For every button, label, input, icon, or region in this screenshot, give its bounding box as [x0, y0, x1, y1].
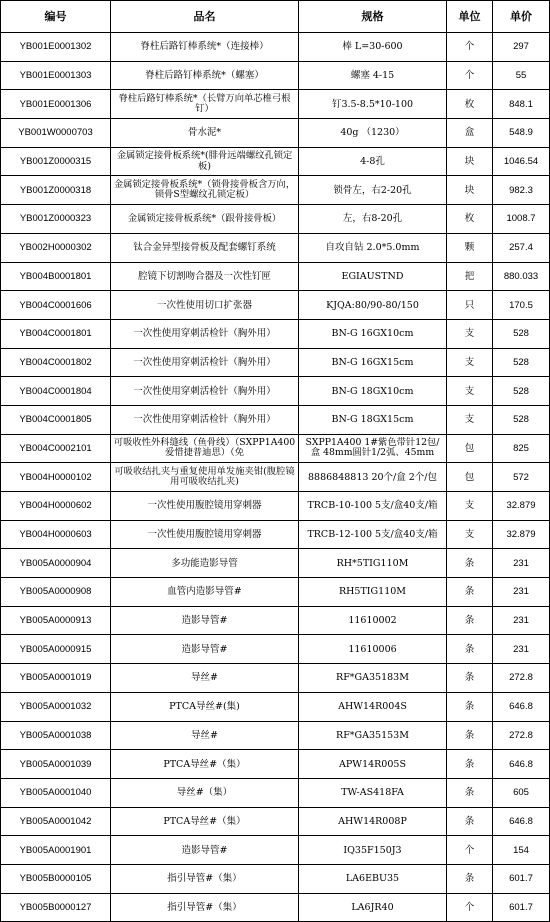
header-name: 品名 — [111, 1, 299, 33]
cell-name: 可吸收结扎夹与重复使用单发施夹钳(腹腔镜用可吸收结扎夹) — [111, 463, 299, 492]
table-row — [1, 549, 550, 578]
table-row — [1, 578, 550, 607]
cell-spec: 螺塞 4-15 — [299, 61, 447, 90]
cell-name: 可吸收性外科缝线（鱼骨线）（SXPP1A400 爱惜捷普迪思）（免 — [111, 434, 299, 463]
cell-spec: RH5TIG110M — [299, 578, 447, 607]
table-row — [1, 119, 550, 148]
table-row — [1, 33, 550, 62]
cell-name: 金属锁定接骨板系统*(腓骨远端螺纹孔锁定板) — [111, 147, 299, 176]
cell-name: 导丝#（集） — [111, 778, 299, 807]
cell-unit: 条 — [447, 721, 493, 750]
cell-name: PTCA导丝#（集） — [111, 750, 299, 779]
cell-price: 646.8 — [493, 807, 550, 836]
cell-unit: 条 — [447, 807, 493, 836]
table-row — [1, 492, 550, 521]
cell-price: 170.5 — [493, 291, 550, 320]
cell-unit: 条 — [447, 606, 493, 635]
cell-unit: 包 — [447, 463, 493, 492]
cell-code: YB005A0000915 — [1, 635, 111, 664]
cell-price: 601.7 — [493, 893, 550, 922]
cell-price: 257.4 — [493, 233, 550, 262]
header-spec: 规格 — [299, 1, 447, 33]
cell-unit: 块 — [447, 176, 493, 205]
cell-code: YB001E0001306 — [1, 90, 111, 119]
cell-code: YB004C0001805 — [1, 405, 111, 434]
cell-price: 1046.54 — [493, 147, 550, 176]
cell-spec: LA6EBU35 — [299, 864, 447, 893]
cell-code: YB005A0001019 — [1, 664, 111, 693]
cell-unit: 个 — [447, 61, 493, 90]
cell-unit: 个 — [447, 893, 493, 922]
table-row — [1, 463, 550, 492]
cell-unit: 块 — [447, 147, 493, 176]
cell-unit: 把 — [447, 262, 493, 291]
cell-name: 多功能造影导管 — [111, 549, 299, 578]
table-row — [1, 520, 550, 549]
table-row — [1, 176, 550, 205]
table-row — [1, 635, 550, 664]
cell-unit: 条 — [447, 664, 493, 693]
cell-price: 528 — [493, 377, 550, 406]
cell-name: 脊柱后路钉棒系统*（螺塞） — [111, 61, 299, 90]
table-row — [1, 262, 550, 291]
table-row — [1, 405, 550, 434]
cell-code: YB005A0000908 — [1, 578, 111, 607]
cell-price: 1008.7 — [493, 205, 550, 234]
cell-price: 272.8 — [493, 664, 550, 693]
cell-code: YB001E0001302 — [1, 33, 111, 62]
header-row — [1, 1, 550, 33]
cell-spec: 锁骨左，右2-20孔 — [299, 176, 447, 205]
cell-price: 231 — [493, 549, 550, 578]
cell-code: YB001W0000703 — [1, 119, 111, 148]
table-row — [1, 692, 550, 721]
cell-spec: 4-8孔 — [299, 147, 447, 176]
cell-spec: AHW14R004S — [299, 692, 447, 721]
cell-code: YB001Z0000318 — [1, 176, 111, 205]
cell-price: 32.879 — [493, 492, 550, 521]
cell-unit: 个 — [447, 33, 493, 62]
cell-unit: 条 — [447, 578, 493, 607]
table-row — [1, 664, 550, 693]
cell-unit: 条 — [447, 778, 493, 807]
cell-spec: LA6JR40 — [299, 893, 447, 922]
cell-unit: 枚 — [447, 205, 493, 234]
cell-spec: BN-G 18GX10cm — [299, 377, 447, 406]
table-row — [1, 750, 550, 779]
cell-spec: 11610002 — [299, 606, 447, 635]
cell-price: 848.1 — [493, 90, 550, 119]
cell-name: 一次性使用穿刺活检针（胸外用） — [111, 377, 299, 406]
cell-spec: 8886848813 20个/盒 2个/包 — [299, 463, 447, 492]
header-unit: 单位 — [447, 1, 493, 33]
header-price: 单价 — [493, 1, 550, 33]
cell-unit: 条 — [447, 692, 493, 721]
cell-code: YB002H0000302 — [1, 233, 111, 262]
cell-price: 528 — [493, 319, 550, 348]
cell-code: YB004C0001802 — [1, 348, 111, 377]
cell-price: 272.8 — [493, 721, 550, 750]
cell-spec: TRCB-12-100 5支/盒40支/箱 — [299, 520, 447, 549]
cell-name: 指引导管#（集） — [111, 864, 299, 893]
cell-code: YB005A0001040 — [1, 778, 111, 807]
table-row — [1, 807, 550, 836]
cell-spec: RF*GA35183M — [299, 664, 447, 693]
cell-code: YB001E0001303 — [1, 61, 111, 90]
cell-spec: 11610006 — [299, 635, 447, 664]
cell-spec: BN-G 18GX15cm — [299, 405, 447, 434]
cell-price: 605 — [493, 778, 550, 807]
cell-name: 一次性使用穿刺活检针（胸外用） — [111, 348, 299, 377]
cell-price: 646.8 — [493, 692, 550, 721]
cell-unit: 支 — [447, 348, 493, 377]
cell-spec: TRCB-10-100 5支/盒40支/箱 — [299, 492, 447, 521]
cell-unit: 条 — [447, 549, 493, 578]
cell-unit: 条 — [447, 750, 493, 779]
cell-price: 548.9 — [493, 119, 550, 148]
cell-price: 231 — [493, 578, 550, 607]
cell-code: YB005A0001901 — [1, 836, 111, 865]
cell-spec: 40g （1230） — [299, 119, 447, 148]
cell-code: YB004C0001606 — [1, 291, 111, 320]
cell-unit: 个 — [447, 836, 493, 865]
cell-code: YB005B0000105 — [1, 864, 111, 893]
cell-price: 297 — [493, 33, 550, 62]
cell-spec: RF*GA35153M — [299, 721, 447, 750]
cell-price: 32.879 — [493, 520, 550, 549]
cell-code: YB004H0000602 — [1, 492, 111, 521]
cell-code: YB004C0001804 — [1, 377, 111, 406]
table-row — [1, 893, 550, 922]
cell-name: 金属锁定接骨板系统*（跟骨接骨板） — [111, 205, 299, 234]
cell-name: 一次性使用腹腔镜用穿刺器 — [111, 520, 299, 549]
cell-spec: 自攻自钻 2.0*5.0mm — [299, 233, 447, 262]
cell-name: 一次性使用腹腔镜用穿刺器 — [111, 492, 299, 521]
cell-name: PTCA导丝#（集） — [111, 807, 299, 836]
cell-unit: 条 — [447, 635, 493, 664]
cell-price: 528 — [493, 405, 550, 434]
table-row — [1, 291, 550, 320]
cell-name: 脊柱后路钉棒系统*（长臂万向单芯椎弓根钉） — [111, 90, 299, 119]
cell-price: 572 — [493, 463, 550, 492]
cell-unit: 支 — [447, 492, 493, 521]
cell-spec: APW14R005S — [299, 750, 447, 779]
cell-code: YB001Z0000315 — [1, 147, 111, 176]
cell-name: 造影导管# — [111, 635, 299, 664]
cell-unit: 包 — [447, 434, 493, 463]
cell-price: 646.8 — [493, 750, 550, 779]
cell-price: 825 — [493, 434, 550, 463]
table-row — [1, 778, 550, 807]
table-row — [1, 721, 550, 750]
cell-code: YB005A0001032 — [1, 692, 111, 721]
cell-price: 880.033 — [493, 262, 550, 291]
cell-name: 造影导管# — [111, 606, 299, 635]
cell-code: YB005A0000904 — [1, 549, 111, 578]
table-row — [1, 864, 550, 893]
header-code: 编号 — [1, 1, 111, 33]
cell-unit: 支 — [447, 319, 493, 348]
table-row — [1, 836, 550, 865]
table-row — [1, 434, 550, 463]
cell-price: 231 — [493, 635, 550, 664]
cell-price: 982.3 — [493, 176, 550, 205]
cell-unit: 枚 — [447, 90, 493, 119]
cell-code: YB005A0001039 — [1, 750, 111, 779]
cell-spec: KJQA:80/90-80/150 — [299, 291, 447, 320]
cell-spec: 左，右8-20孔 — [299, 205, 447, 234]
cell-unit: 盒 — [447, 119, 493, 148]
cell-name: 导丝# — [111, 664, 299, 693]
cell-spec: BN-G 16GX10cm — [299, 319, 447, 348]
cell-unit: 条 — [447, 864, 493, 893]
cell-unit: 支 — [447, 405, 493, 434]
table-row — [1, 61, 550, 90]
cell-code: YB004C0002101 — [1, 434, 111, 463]
cell-name: 一次性使用切口扩张器 — [111, 291, 299, 320]
cell-price: 55 — [493, 61, 550, 90]
table-row — [1, 377, 550, 406]
cell-name: 造影导管# — [111, 836, 299, 865]
cell-price: 231 — [493, 606, 550, 635]
cell-spec: 棒 L=30-600 — [299, 33, 447, 62]
cell-code: YB005B0000127 — [1, 893, 111, 922]
table-row — [1, 147, 550, 176]
cell-name: 一次性使用穿刺活检针（胸外用） — [111, 319, 299, 348]
cell-name: 钛合金异型接骨板及配套螺钉系统 — [111, 233, 299, 262]
cell-spec: AHW14R008P — [299, 807, 447, 836]
cell-code: YB004C0001801 — [1, 319, 111, 348]
cell-spec: 钉3.5-8.5*10-100 — [299, 90, 447, 119]
cell-name: 金属锁定接骨板系统*（锁骨接骨板含万向，锁骨S型螺纹孔锁定板） — [111, 176, 299, 205]
cell-name: PTCA导丝#(集) — [111, 692, 299, 721]
cell-code: YB004B0001801 — [1, 262, 111, 291]
cell-price: 601.7 — [493, 864, 550, 893]
cell-spec: RH*5TIG110M — [299, 549, 447, 578]
cell-unit: 只 — [447, 291, 493, 320]
cell-code: YB004H0000603 — [1, 520, 111, 549]
cell-code: YB005A0000913 — [1, 606, 111, 635]
cell-name: 骨水泥* — [111, 119, 299, 148]
table-row — [1, 319, 550, 348]
cell-name: 一次性使用穿刺活检针（胸外用） — [111, 405, 299, 434]
cell-spec: SXPP1A400 1#紫色带针12包/盒 48mm圆针1/2弧、45mm — [299, 434, 447, 463]
cell-unit: 支 — [447, 377, 493, 406]
cell-name: 血管内造影导管# — [111, 578, 299, 607]
cell-unit: 支 — [447, 520, 493, 549]
cell-unit: 颗 — [447, 233, 493, 262]
cell-price: 528 — [493, 348, 550, 377]
cell-spec: TW-AS418FA — [299, 778, 447, 807]
table-row — [1, 606, 550, 635]
cell-name: 脊柱后路钉棒系统*（连接棒） — [111, 33, 299, 62]
table-row — [1, 205, 550, 234]
cell-name: 指引导管#（集） — [111, 893, 299, 922]
cell-code: YB005A0001042 — [1, 807, 111, 836]
cell-spec: EGIAUSTND — [299, 262, 447, 291]
table-row — [1, 348, 550, 377]
cell-code: YB001Z0000323 — [1, 205, 111, 234]
cell-name: 腔镜下切割吻合器及一次性钉匣 — [111, 262, 299, 291]
cell-spec: BN-G 16GX15cm — [299, 348, 447, 377]
cell-spec: IQ35F150J3 — [299, 836, 447, 865]
table-row — [1, 90, 550, 119]
cell-code: YB004H0000102 — [1, 463, 111, 492]
cell-name: 导丝# — [111, 721, 299, 750]
cell-price: 154 — [493, 836, 550, 865]
cell-code: YB005A0001038 — [1, 721, 111, 750]
table-row — [1, 233, 550, 262]
